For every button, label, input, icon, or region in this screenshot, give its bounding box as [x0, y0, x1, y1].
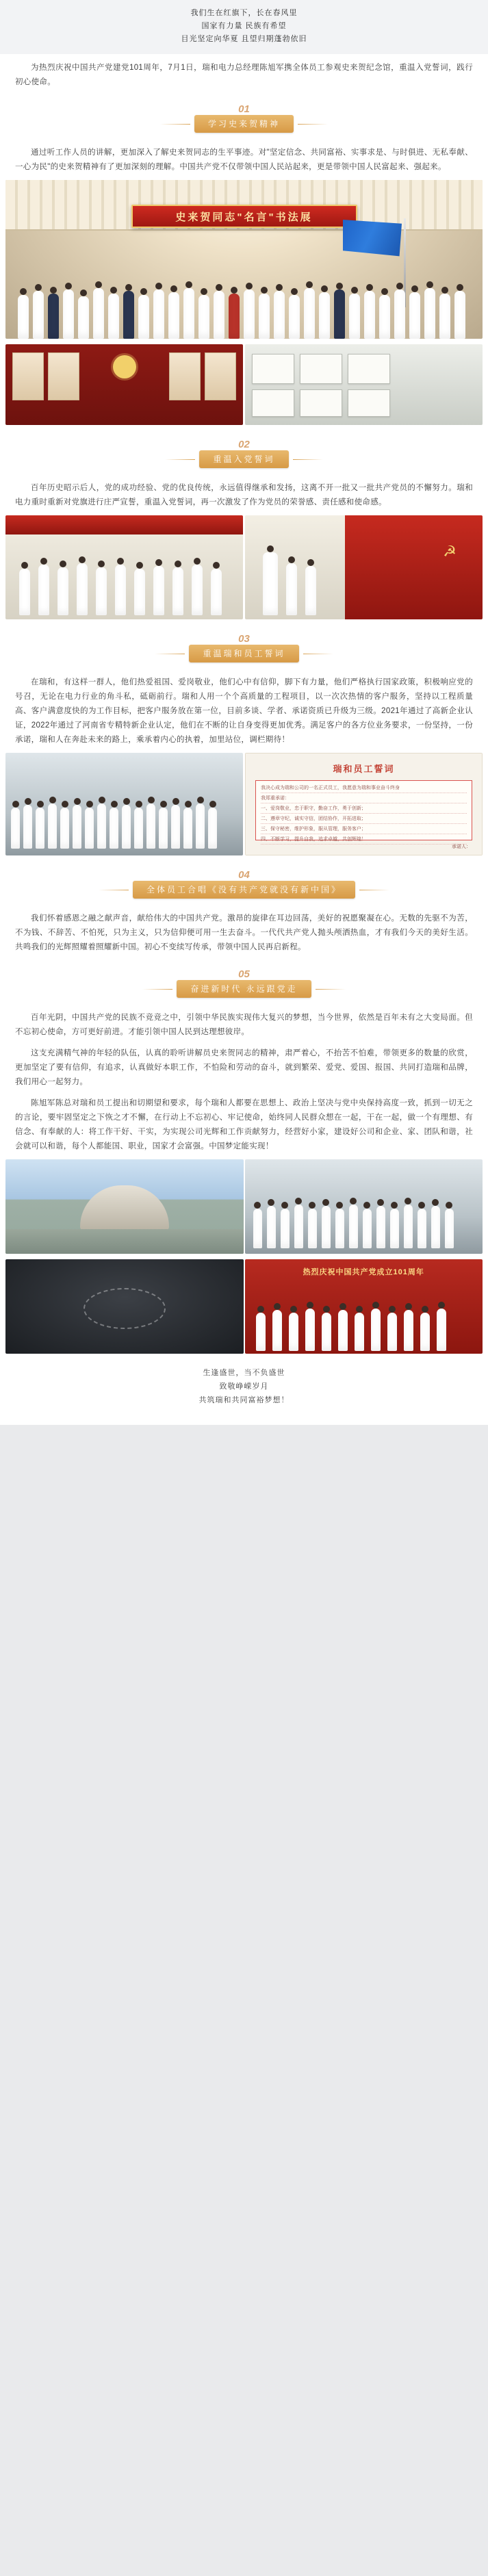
photo-row-oath [0, 513, 488, 622]
person [183, 808, 192, 849]
oath-document-scene [245, 753, 483, 855]
person [305, 1309, 315, 1351]
exhibit-panel [169, 352, 201, 400]
section-number-1: 01 [238, 103, 250, 115]
header-line-2: 国家有力量 民族有希望 [201, 22, 287, 30]
person [355, 1313, 364, 1351]
person [110, 808, 118, 849]
person [192, 565, 203, 615]
oath-scene-left [5, 515, 243, 619]
person [431, 1206, 440, 1248]
photo-row-building [0, 1157, 488, 1257]
person [153, 289, 164, 339]
person [57, 567, 68, 615]
person [376, 1206, 385, 1248]
person [319, 292, 330, 339]
oath-ceremony-photo-right [245, 515, 483, 619]
person [409, 292, 420, 339]
section-title-3: 重温瑞和员工誓词 [189, 645, 298, 662]
exhibit-panel [48, 352, 79, 400]
section-title-5: 奋进新时代 永远跟党走 [177, 980, 311, 998]
person [379, 295, 390, 339]
hall-banner-text: 史来贺同志"名言"书法展 [131, 205, 357, 228]
exhibition-hall-photo [5, 180, 483, 339]
document-signature-label: 承诺人： [452, 845, 471, 849]
person [394, 289, 405, 339]
intro-paragraph: 为热烈庆祝中国共产党建党101周年，7月1日，瑞和电力总经理陈旭军携全体员工参观史来贺纪念馆，重温入党誓词，践行初心使命。 [15, 64, 473, 86]
person [38, 565, 49, 615]
group-photo-entrance [245, 1159, 483, 1254]
photo-frame [300, 389, 342, 417]
document-line: 一、爱岗敬业，忠于职守，勤奋工作，勇于创新； [261, 805, 467, 814]
person [63, 289, 74, 339]
person [335, 1209, 344, 1248]
person [198, 295, 209, 339]
person [387, 1313, 397, 1351]
person [48, 294, 59, 339]
photo-frame [252, 389, 294, 417]
section-1-paragraph-1: 通过听工作人员的讲解，更加深入了解史来贺同志的生平事迹。对"坚定信念、共同富裕、实事求是、与时俱进、无私奉献、一心为民"的史来贺精神有了更加深刻的理解。中国共产党不仅带领中国人民站起来，更是带领中国人民富起来、强起来。 [15, 149, 473, 171]
photo-wall-scene [245, 344, 483, 425]
staff-group-scene [5, 753, 243, 855]
person [244, 289, 255, 339]
section-5-paragraph-2: 这支充满精气神的年轻的队伍，认真的聆听讲解员史来贺同志的精神，肃严着心，不抬苦不怕难，带领更多的数量的欣赏，更加坚定了要有信仰，有追求，认真做好本职工作，不怕险和劳动的奋斗，就到繁荣、爱党、爱国、报国、共同打造瑞和品牌，我们用心一起努力。 [15, 1049, 473, 1086]
person [108, 294, 119, 339]
document-body [255, 780, 472, 840]
person [322, 1313, 331, 1351]
person [338, 1310, 348, 1351]
person [78, 296, 89, 339]
red-exhibit-wall-photo [5, 344, 243, 425]
person [36, 808, 44, 849]
red-banner-text: 热烈庆祝中国共产党成立101周年 [303, 1268, 424, 1276]
section-5-paragraph-3: 陈旭军陈总对瑞和员工提出和切期望和要求，每个瑞和人都要在思想上、政治上坚决与党中央保持高度一致，抓到一切无之的言论，要牢固坚定之下恢之才不懈，在行动上不忘初心、牢记使命，始终同人民群众想在一起，干在一起，做一个有理想、有信念、有奉献的人：将工作干好、干实，为实现公司光辉和工作贡献努力，经营好小家，建设好公司和企业、家、团队和谐，社会就可以和谐，每个人都能国、职业，国家才会富强。中国梦定能实现！ [15, 1099, 473, 1150]
exhibition-hall-scene [5, 180, 483, 339]
museum-building-scene [5, 1159, 244, 1254]
section-5-paragraph-1: 百年光阴，中国共产党的民族不竞竞之中，引领中华民族实现伟大复兴的梦想，当今世界，依然是百年未有之大变局面。但不忘初心使命，方可更好前进。才能引领中国人民到达理想彼岸。 [15, 1014, 473, 1036]
person [159, 808, 168, 849]
person [289, 1313, 298, 1351]
person [439, 294, 450, 339]
exhibit-panel [12, 352, 44, 400]
section-banner-3 [0, 634, 488, 666]
staff-oath-document [245, 753, 483, 855]
person [183, 288, 194, 339]
person [60, 808, 69, 849]
person [272, 1310, 282, 1351]
photo-frame [348, 354, 390, 384]
person [294, 1205, 303, 1248]
section-banner-1 [0, 105, 488, 136]
section-banner-2 [0, 440, 488, 472]
person [437, 1309, 446, 1351]
red-exhibit-scene [5, 344, 243, 425]
document-line: 我决心成为瑞和公司的一名正式员工，我愿意为瑞和事业奋斗终身 [261, 784, 467, 793]
person [281, 1209, 290, 1248]
oath-ceremony-photo-left [5, 515, 243, 619]
photo-wall-photo [245, 344, 483, 425]
section-2-paragraph-1: 百年历史昭示后人，党的成功经验、党的优良传统，永远值得继承和发扬，这离不开一批又一批共产党员的不懈努力。瑞和电力重时重新对党旗进行庄严宣誓，重温入党誓词，再一次激发了作为党员的荣誉感、责任感和使命感。 [15, 484, 473, 506]
person [153, 566, 164, 615]
person [19, 569, 30, 615]
night-ceremony-photo [5, 1259, 244, 1354]
person [334, 289, 345, 339]
speaker-person [263, 552, 278, 615]
person [172, 567, 183, 615]
museum-dome [80, 1185, 169, 1231]
oath-scene-right [245, 515, 483, 619]
person [85, 808, 94, 849]
person [214, 291, 224, 339]
person [93, 288, 104, 339]
header-line-3: 目光坚定向华夏 且望归期蓬勃依旧 [181, 35, 307, 43]
section-title-1: 学习史来贺精神 [194, 115, 294, 133]
party-emblem-icon [113, 355, 136, 378]
person [349, 294, 360, 339]
person [305, 566, 316, 615]
section-title-2: 重温入党誓词 [199, 450, 288, 468]
person [404, 1205, 413, 1248]
photo-frame [300, 354, 342, 384]
entrance-group-scene [245, 1159, 483, 1254]
person [420, 1313, 430, 1351]
hammer-sickle-icon: ☭ [443, 543, 457, 560]
person [211, 569, 222, 615]
person [171, 805, 180, 849]
person [418, 1209, 426, 1248]
person [96, 567, 107, 615]
section-banner-5 [0, 970, 488, 1001]
person [229, 294, 240, 339]
person [267, 1206, 276, 1248]
person [259, 294, 270, 339]
person [146, 803, 155, 849]
photo-frame [348, 389, 390, 417]
red-banner-scene [245, 1259, 483, 1354]
section-number-3: 03 [238, 633, 250, 645]
photo-row-hall [0, 177, 488, 342]
document-line: 二、遵章守纪，诚实守信，团结协作，开拓进取； [261, 815, 467, 824]
person [208, 808, 217, 849]
person [77, 563, 88, 615]
person [123, 291, 134, 339]
person [48, 803, 57, 849]
section-number-2: 02 [238, 439, 250, 450]
document-title: 瑞和员工誓词 [333, 764, 395, 774]
person [23, 805, 32, 849]
formation-ring [84, 1288, 166, 1329]
person [308, 1209, 317, 1248]
section-number-5: 05 [238, 968, 250, 980]
person [363, 1209, 372, 1248]
party-flag-backdrop [345, 515, 483, 619]
photo-row-exhibits [0, 342, 488, 428]
person [274, 291, 285, 339]
person [196, 803, 205, 849]
section-number-4: 04 [238, 869, 250, 881]
person [364, 291, 375, 339]
person [424, 288, 435, 339]
night-scene [5, 1259, 244, 1354]
document-line: 四、不断学习，提升自我，追求卓越，共创辉煌！ [261, 836, 467, 845]
person [371, 1309, 381, 1351]
footer-line-3: 共筑瑞和共同富裕梦想！ [198, 1396, 290, 1404]
footer-line-2: 致敬峥嵘岁月 [219, 1382, 269, 1391]
document-line: 我郑重承诺： [261, 795, 467, 803]
photo-row-night [0, 1257, 488, 1356]
header-line-1: 我们生在红旗下，长在春风里 [190, 9, 298, 17]
red-banner-celebration-photo [245, 1259, 483, 1354]
company-flag [343, 220, 402, 259]
person [115, 565, 126, 615]
person [134, 569, 145, 615]
person [73, 805, 81, 849]
person [33, 291, 44, 339]
person [18, 295, 29, 339]
section-3-paragraph-1: 在瑞和，有这样一群人，他们热爱祖国、爱岗敬业，他们心中有信仰，脚下有力量，他们严格执行国家政策，积极响应党的号召，无论在电力行业的角斗私，砥砺前行。瑞和人用一个个高质量的工程项目，以一次次热情的客户服务，坚持以工程质量高、客户满意度快的为工作目标，把客户服务放在第一位，目前多谈、学者、承诺资质已升级为三级。2021年通过了高新企业认证，2022年通过了河南省专精特新企业认定，他们在不断的让自身变得更加优秀。满足客户的各方位业务要求，一份坚持，一份承诺，瑞和人在奔赴未来的路上，乘承着内心的执着，加里站位，调栏期待！ [15, 678, 473, 744]
person [138, 295, 149, 339]
person [253, 1209, 262, 1248]
exhibit-panel [205, 352, 236, 400]
person [289, 295, 300, 339]
person [390, 1209, 399, 1248]
party-flag [5, 515, 243, 534]
article-header [0, 0, 488, 54]
section-banner-4 [0, 871, 488, 902]
person [256, 1313, 266, 1351]
person [97, 803, 106, 849]
person [122, 805, 131, 849]
photo-row-staff [0, 750, 488, 858]
document-line: 三、保守秘密，维护形象，服从管理，服务客户； [261, 825, 467, 834]
section-title-4: 全体员工合唱《没有共产党就没有新中国》 [133, 881, 355, 899]
person [349, 1205, 358, 1248]
section-4-paragraph-1: 我们怀着感恩之融之献声音，献给伟大的中国共产党。激昂的旋律在耳边回荡，美好的祝愿聚凝在心。无数的先驱不为苦，不为钱、不辞苦、不怕死，只为主义，只为信仰便可用一生去奋斗。一代代共产党人抛头颅洒热血，才有我们今天的美好生活。共鸣我们的光辉照耀着照耀新中国。初心不变续写传承，带领中国人民再启新程。 [15, 914, 473, 951]
footer-line-1: 生逢盛世，当不负盛世 [203, 1369, 285, 1377]
person [322, 1206, 331, 1248]
person [286, 563, 297, 615]
person [445, 1209, 454, 1248]
museum-base [5, 1229, 244, 1254]
museum-building-photo [5, 1159, 244, 1254]
person [134, 808, 143, 849]
photo-frame [252, 354, 294, 384]
person [404, 1310, 413, 1351]
hall-crowd [5, 262, 483, 339]
person [304, 288, 315, 339]
person [11, 808, 20, 849]
person [168, 292, 179, 339]
person [454, 291, 465, 339]
staff-group-photo [5, 753, 243, 855]
article-footer [0, 1356, 488, 1418]
